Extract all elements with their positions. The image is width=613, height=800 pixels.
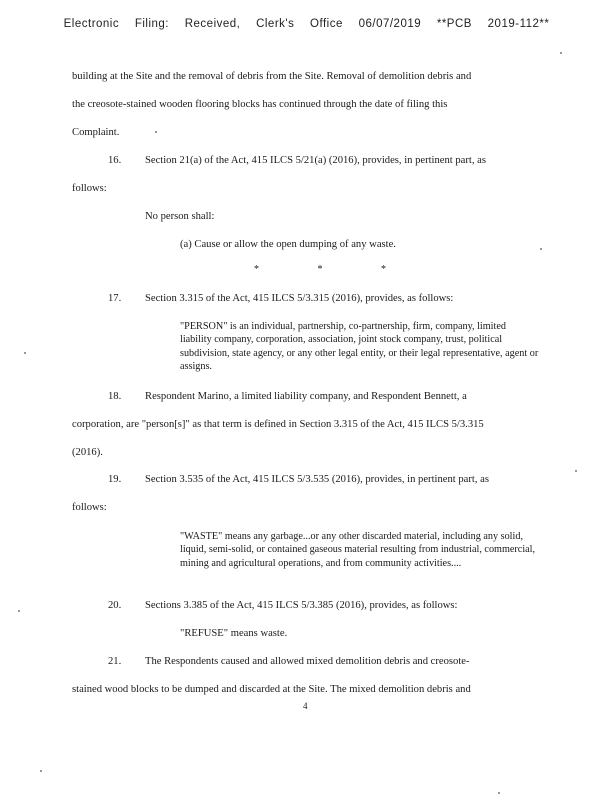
body-line: corporation, are "person[s]" as that term is defined in Section 3.315 of the Act, 415 ILCS 5/3.315	[72, 419, 484, 430]
paragraph-text: The Respondents caused and allowed mixed demolition debris and creosote-	[145, 656, 470, 667]
scan-speck	[560, 52, 562, 54]
filing-stamp-header	[0, 18, 613, 30]
scan-speck	[24, 352, 26, 354]
body-line: stained wood blocks to be dumped and discarded at the Site. The mixed demolition debris and	[72, 684, 471, 695]
paragraph-number: 16.	[108, 155, 122, 166]
header-part: Office	[310, 18, 343, 30]
paragraph-text: Section 21(a) of the Act, 415 ILCS 5/21(a) (2016), provides, in pertinent part, as	[145, 155, 486, 166]
body-line: (2016).	[72, 447, 103, 458]
scan-speck	[540, 248, 542, 250]
scan-speck	[40, 770, 42, 772]
page-number: 4	[303, 701, 308, 711]
paragraph-text: Section 3.315 of the Act, 415 ILCS 5/3.315 (2016), provides, as follows:	[145, 293, 454, 304]
paragraph-text: Respondent Marino, a limited liability company, and Respondent Bennett, a	[145, 391, 467, 402]
quoted-definition: "PERSON" is an individual, partnership, co-partnership, firm, company, limited liability company, corporation, association, joint stock company, trust, political subdivision, state agency, or any other legal entity, or their legal representative, agent or assigns.	[180, 321, 539, 373]
body-line: the creosote-stained wooden flooring blocks has continued through the date of filing this	[72, 99, 448, 110]
body-line: Complaint.	[72, 127, 120, 138]
scan-speck	[498, 792, 500, 794]
header-part: 06/07/2019	[358, 18, 422, 30]
header-part: Filing:	[134, 18, 170, 30]
header-part: **PCB	[436, 18, 472, 30]
body-line: follows:	[72, 502, 107, 513]
paragraph-number: 19.	[108, 474, 122, 485]
scan-speck	[575, 470, 577, 472]
header-part: 2019-112**	[487, 18, 550, 30]
body-line: follows:	[72, 183, 107, 194]
scan-speck	[18, 610, 20, 612]
paragraph-number: 21.	[108, 656, 122, 667]
body-line: building at the Site and the removal of debris from the Site. Removal of demolition debris and	[72, 71, 472, 82]
quoted-text: No person shall:	[145, 211, 215, 222]
paragraph-text: Section 3.535 of the Act, 415 ILCS 5/3.535 (2016), provides, in pertinent part, as	[145, 474, 489, 485]
header-part: Electronic	[63, 18, 120, 30]
paragraph-number: 20.	[108, 600, 122, 611]
header-part: Received,	[184, 18, 241, 30]
ellipsis-stars: * * *	[254, 264, 414, 275]
header-part: Clerk's	[256, 18, 295, 30]
paragraph-number: 17.	[108, 293, 122, 304]
paragraph-text: Sections 3.385 of the Act, 415 ILCS 5/3.385 (2016), provides, as follows:	[145, 600, 458, 611]
quoted-text: (a) Cause or allow the open dumping of any waste.	[180, 239, 396, 250]
paragraph-number: 18.	[108, 391, 122, 402]
scan-speck	[155, 131, 157, 133]
quoted-text: "REFUSE" means waste.	[180, 628, 288, 639]
quoted-definition: "WASTE" means any garbage...or any other discarded material, including any solid, liquid, semi-solid, or contained gaseous material resulting from industrial, commercial, mining and agricultural operations, and from community activities....	[180, 531, 536, 569]
